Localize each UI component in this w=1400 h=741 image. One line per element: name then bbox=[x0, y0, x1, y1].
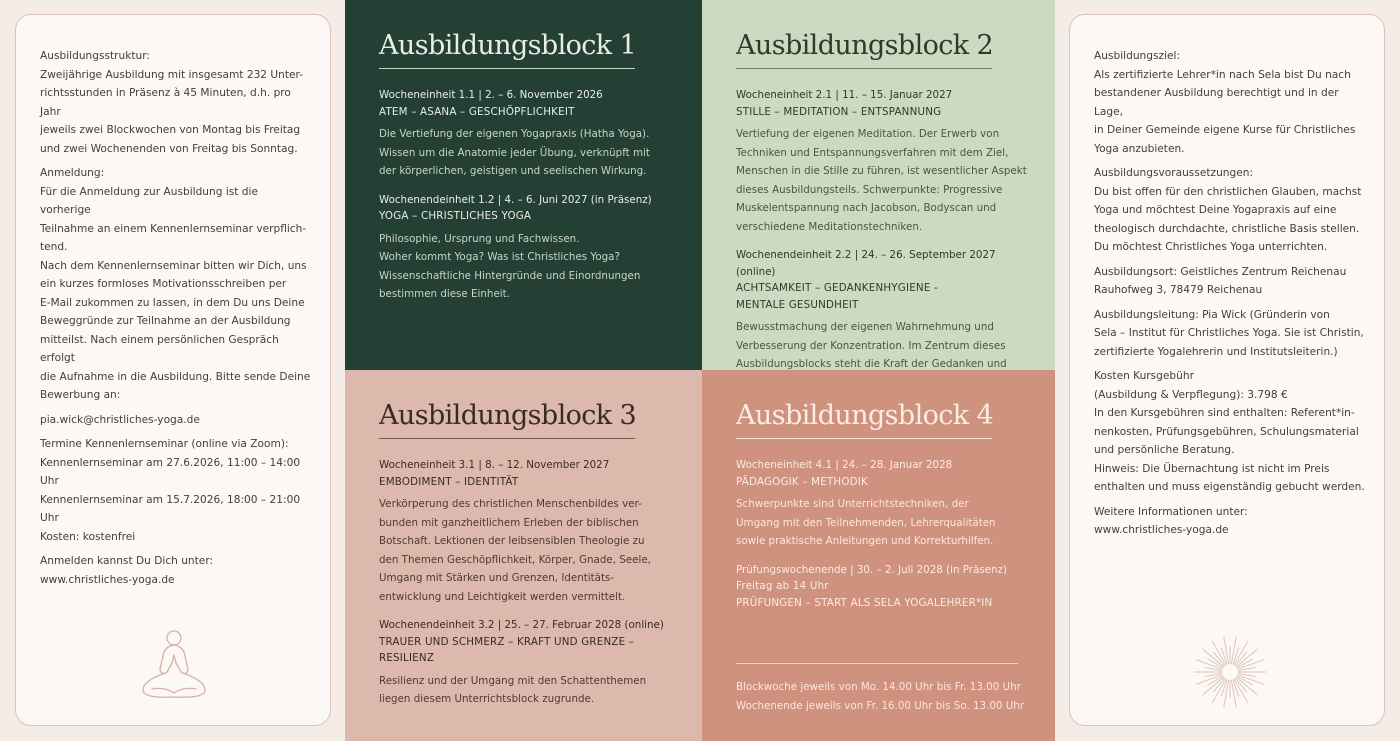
left-info-line: Kennenlernseminar am 15.7.2026, 18:00 – 21:00 Uhr bbox=[40, 493, 301, 524]
sun-ray bbox=[1238, 660, 1264, 670]
unit-description-line: verschiedene Meditationstechniken. bbox=[736, 220, 923, 233]
right-info-line: theologisch durchdachte, christliche Basis stellen. bbox=[1094, 222, 1360, 235]
left-info-line: Anmeldung: bbox=[40, 167, 105, 179]
sun-ray bbox=[1196, 675, 1222, 685]
unit-topics bbox=[379, 634, 682, 667]
left-info-line: Kosten: kostenfrei bbox=[40, 530, 136, 543]
unit-heading: Wochenendeinheit 1.2 | 4. – 6. Juni 2027 (in Präsenz) bbox=[379, 193, 652, 206]
meditating-person-icon bbox=[136, 627, 212, 705]
right-info-line: Als zertifizierte Lehrer*in nach Sela bist Du nach bbox=[1094, 68, 1351, 81]
left-info-line: Anmelden kannst Du Dich unter: bbox=[40, 555, 214, 567]
unit-description-line: Schwerpunkte sind Unterrichtstechniken, der bbox=[736, 498, 969, 510]
right-info-line: Ausbildungsleitung: Pia Wick (Gründerin von bbox=[1094, 308, 1330, 321]
unit-description bbox=[736, 495, 1035, 551]
left-info-line: richtsstunden in Präsenz à 45 Minuten, d.h. pro Jahr bbox=[40, 87, 291, 118]
unit-description-line: Ausbildungsblocks steht die Kraft der Gedanken und bbox=[736, 358, 1007, 370]
right-info-line: Sela – Institut für Christliches Yoga. Sie ist Christin, bbox=[1094, 327, 1364, 339]
right-info-line: bestandener Ausbildung berechtigt und in der Lage, bbox=[1094, 87, 1339, 118]
sun-ray bbox=[1231, 637, 1236, 665]
unit-heading: Wocheneinheit 1.1 | 2. – 6. November 2026 bbox=[379, 89, 603, 101]
unit-description-line: sowie praktische Anleitungen und Korrekturhilfen. bbox=[736, 535, 994, 547]
unit-description-line: Resilienz und der Umgang mit den Schattenthemen bbox=[379, 674, 647, 687]
schedule-note-line: Blockwoche jeweils von Mo. 14.00 Uhr bis Fr. 13.00 Uhr bbox=[736, 681, 1021, 693]
right-info-line: Du bist offen für den christlichen Glauben, machst bbox=[1094, 185, 1362, 198]
left-info-column bbox=[15, 14, 331, 726]
right-info-line: (Ausbildung & Verpflegung): 3.798 € bbox=[1094, 388, 1288, 401]
unit-description-line: Philosophie, Ursprung und Fachwissen. bbox=[379, 232, 580, 245]
left-info-line: tend. bbox=[40, 241, 68, 253]
schedule-note-line: Wochenende jeweils von Fr. 16.00 Uhr bis So. 13.00 Uhr bbox=[736, 699, 1025, 712]
unit-topic-line: YOGA – CHRISTLICHES YOGA bbox=[379, 210, 532, 222]
left-info-line: E-Mail zukommen zu lassen, in dem Du uns Deine bbox=[40, 296, 305, 309]
left-info-line: Kennenlernseminar am 27.6.2026, 11:00 – 14:00 Uhr bbox=[40, 456, 301, 487]
left-info-line: Termine Kennenlernseminar (online via Zoom): bbox=[40, 438, 289, 450]
unit-heading: Wocheneinheit 2.1 | 11. – 15. Januar 2027 bbox=[736, 89, 953, 101]
right-info-line: In den Kursgebühren sind enthalten: Referent*in- bbox=[1094, 407, 1355, 419]
unit-description-line: Techniken und Entspannungsverfahren mit dem Ziel, bbox=[736, 146, 1009, 159]
unit-description bbox=[379, 125, 682, 181]
left-info-line: ein kurzes formloses Motivationsschreiben per bbox=[40, 278, 287, 290]
right-info-line: in Deiner Gemeinde eigene Kurse für Christliches bbox=[1094, 124, 1356, 136]
right-info-text bbox=[1094, 47, 1366, 540]
sun-ray bbox=[1236, 649, 1257, 667]
unit-topic-line: TRAUER UND SCHMERZ – KRAFT UND GRENZE – bbox=[379, 635, 635, 648]
left-info-line: mitteilst. Nach einem persönlichen Gespräch erfolgt bbox=[40, 333, 279, 364]
note-divider bbox=[736, 663, 1018, 664]
unit-topics bbox=[379, 208, 682, 225]
right-info-line: enthalten und muss eigenständig gebucht werden. bbox=[1094, 481, 1365, 493]
left-info-line: Beweggründe zur Teilnahme an der Ausbildung bbox=[40, 315, 291, 327]
unit-topic-line: ATEM – ASANA – GESCHÖPFLICHKEIT bbox=[379, 105, 575, 118]
unit-heading: Wochenendeinheit 2.2 | 24. – 26. September 2027 (online) bbox=[736, 249, 996, 278]
unit-topics bbox=[736, 280, 1035, 313]
unit-description-line: liegen diesem Unterrichtsblock zugrunde. bbox=[379, 693, 595, 705]
left-info-line: Nach dem Kennenlernseminar bitten wir Dich, uns bbox=[40, 259, 307, 272]
unit-description bbox=[736, 125, 1035, 236]
sun-ray bbox=[1196, 660, 1222, 670]
sun-ray bbox=[1238, 675, 1264, 685]
right-info-line: nenkosten, Prüfungsgebühren, Schulungsmaterial bbox=[1094, 425, 1359, 438]
sun-ray bbox=[1236, 677, 1257, 695]
unit-topic-line: RESILIENZ bbox=[379, 652, 435, 664]
sun-ray bbox=[1202, 649, 1223, 667]
block-title: Ausbildungsblock 3 bbox=[379, 400, 637, 431]
unit-topic-line: PÄDAGOGIK – METHODIK bbox=[736, 475, 868, 488]
block-title: Ausbildungsblock 2 bbox=[736, 30, 994, 61]
unit-description-line: Muskelentspannung nach Jacobson, Bodyscan und bbox=[736, 202, 997, 214]
right-info-line: und persönliche Beratung. bbox=[1094, 444, 1235, 456]
right-info-line: Ausbildungsziel: bbox=[1094, 50, 1181, 62]
unit-description-line: Verbesserung der Konzentration. Im Zentrum dieses bbox=[736, 339, 1006, 352]
unit-topic-line: ACHTSAMKEIT – GEDANKENHYGIENE - bbox=[736, 282, 938, 294]
left-info-line: Ausbildungsstruktur: bbox=[40, 50, 150, 62]
right-info-line: Du möchtest Christliches Yoga unterrichten. bbox=[1094, 241, 1328, 253]
unit-topics bbox=[736, 578, 1035, 611]
unit-description-line: Botschaft. Lektionen der leibsensiblen Theologie zu bbox=[379, 535, 645, 547]
unit-description-line: Wissenschaftliche Hintergründe und Einordnungen bbox=[379, 269, 641, 282]
unit-topic-line: PRÜFUNGEN – START ALS SELA YOGALEHRER*IN bbox=[736, 596, 993, 609]
unit-description-line: Wissen um die Anatomie jeder Übung, verknüpft mit bbox=[379, 146, 650, 159]
left-info-line: Bewerbung an: bbox=[40, 389, 121, 401]
unit-description-line: den Themen Geschöpflichkeit, Körper, Gnade, Seele, bbox=[379, 553, 651, 566]
right-info-line: Yoga anzubieten. bbox=[1094, 142, 1185, 155]
unit-description bbox=[379, 672, 682, 709]
right-info-line: Hinweis: Die Übernachtung ist nicht im Preis bbox=[1094, 462, 1330, 475]
unit-description-line: Menschen in die Stille zu führen, ist wesentlicher Aspekt bbox=[736, 165, 1027, 177]
block-2-panel bbox=[702, 0, 1055, 370]
unit-description-line: Die Vertiefung der eigenen Yogapraxis (Hatha Yoga). bbox=[379, 128, 650, 140]
right-info-column bbox=[1069, 14, 1385, 726]
unit-description bbox=[379, 495, 682, 606]
left-info-line: Für die Anmeldung zur Ausbildung ist die vorherige bbox=[40, 185, 258, 216]
left-info-line: und zwei Wochenenden von Freitag bis Sonntag. bbox=[40, 142, 298, 155]
unit-description-line: Woher kommt Yoga? Was ist Christliches Yoga? bbox=[379, 251, 620, 263]
unit-topics bbox=[736, 474, 1035, 491]
right-info-line: Ausbildungsort: Geistliches Zentrum Reichenau bbox=[1094, 265, 1347, 278]
right-info-line: Weitere Informationen unter: bbox=[1094, 505, 1248, 518]
unit-heading: Prüfungswochenende | 30. – 2. Juli 2028 (in Präsenz) bbox=[736, 563, 1007, 576]
title-underline bbox=[379, 68, 635, 69]
sun-ray bbox=[1202, 677, 1223, 695]
unit-topics bbox=[379, 104, 682, 121]
unit-heading: Wocheneinheit 3.1 | 8. – 12. November 2027 bbox=[379, 459, 610, 471]
unit-description-line: bunden mit ganzheitlichem Erleben der biblischen bbox=[379, 516, 639, 529]
unit-topics bbox=[736, 104, 1035, 121]
block-title: Ausbildungsblock 1 bbox=[379, 30, 637, 61]
unit-description-line: dieses Ausbildungsteils. Schwerpunkte: Progressive bbox=[736, 183, 1003, 196]
block-1-panel bbox=[345, 0, 702, 370]
right-info-line: www.christliches-yoga.de bbox=[1094, 524, 1229, 536]
block-4-panel bbox=[702, 370, 1055, 741]
unit-topic-line: EMBODIMENT – IDENTITÄT bbox=[379, 475, 519, 488]
unit-description-line: Bewusstmachung der eigenen Wahrnehmung und bbox=[736, 321, 994, 333]
sun-ray bbox=[1224, 637, 1229, 665]
unit-description-line: Verkörperung des christlichen Menschenbildes ver- bbox=[379, 498, 642, 510]
unit-heading: Wochenendeinheit 3.2 | 25. – 27. Februar 2028 (online) bbox=[379, 619, 664, 631]
schedule-note bbox=[736, 678, 1024, 715]
unit-heading: Wocheneinheit 4.1 | 24. – 28. Januar 2028 bbox=[736, 459, 953, 471]
unit-topics bbox=[379, 474, 682, 491]
left-info-line: www.christliches-yoga.de bbox=[40, 573, 175, 586]
left-info-line: die Aufnahme in die Ausbildung. Bitte sende Deine bbox=[40, 370, 311, 383]
unit-description-line: Umgang mit Stärken und Grenzen, Identitäts- bbox=[379, 572, 615, 584]
unit-description-line: Vertiefung der eigenen Meditation. Der Erwerb von bbox=[736, 128, 1000, 140]
right-info-line: Kosten Kursgebühr bbox=[1094, 370, 1194, 382]
title-underline bbox=[736, 438, 992, 439]
right-info-line: Rauhofweg 3, 78479 Reichenau bbox=[1094, 284, 1263, 296]
sun-ray bbox=[1231, 680, 1236, 708]
unit-description-line: der körperlichen, geistigen und seelischen Wirkung. bbox=[379, 165, 647, 177]
right-info-line: zertifizierte Yogalehrerin und Institutsleiterin.) bbox=[1094, 345, 1338, 358]
unit-description-line: entwicklung und Leichtigkeit werden vermittelt. bbox=[379, 590, 626, 603]
left-info-line: pia.wick@christliches-yoga.de bbox=[40, 413, 200, 426]
sun-ray bbox=[1224, 680, 1229, 708]
unit-description-line: Umgang mit den Teilnehmenden, Lehrerqualitäten bbox=[736, 516, 996, 529]
right-info-line: Ausbildungsvoraussetzungen: bbox=[1094, 167, 1254, 179]
block-3-panel bbox=[345, 370, 702, 741]
title-underline bbox=[379, 438, 635, 439]
unit-description-line: bestimmen diese Einheit. bbox=[379, 288, 510, 300]
right-info-line: Yoga und möchtest Deine Yogapraxis auf eine bbox=[1094, 204, 1337, 216]
unit-description bbox=[379, 230, 682, 304]
left-info-text bbox=[40, 47, 312, 589]
unit-topic-line: Freitag ab 14 Uhr bbox=[736, 580, 829, 592]
title-underline bbox=[736, 68, 992, 69]
unit-topic-line: STILLE – MEDITATION – ENTSPANNUNG bbox=[736, 105, 942, 118]
unit-topic-line: MENTALE GESUNDHEIT bbox=[736, 298, 859, 311]
left-info-line: jeweils zwei Blockwochen von Montag bis Freitag bbox=[40, 124, 301, 136]
sunburst-icon bbox=[1190, 632, 1270, 712]
left-info-line: Teilnahme an einem Kennenlernseminar verpflich- bbox=[40, 222, 307, 235]
left-info-line: Zweijährige Ausbildung mit insgesamt 232 Unter- bbox=[40, 68, 304, 81]
block-title: Ausbildungsblock 4 bbox=[736, 400, 994, 431]
